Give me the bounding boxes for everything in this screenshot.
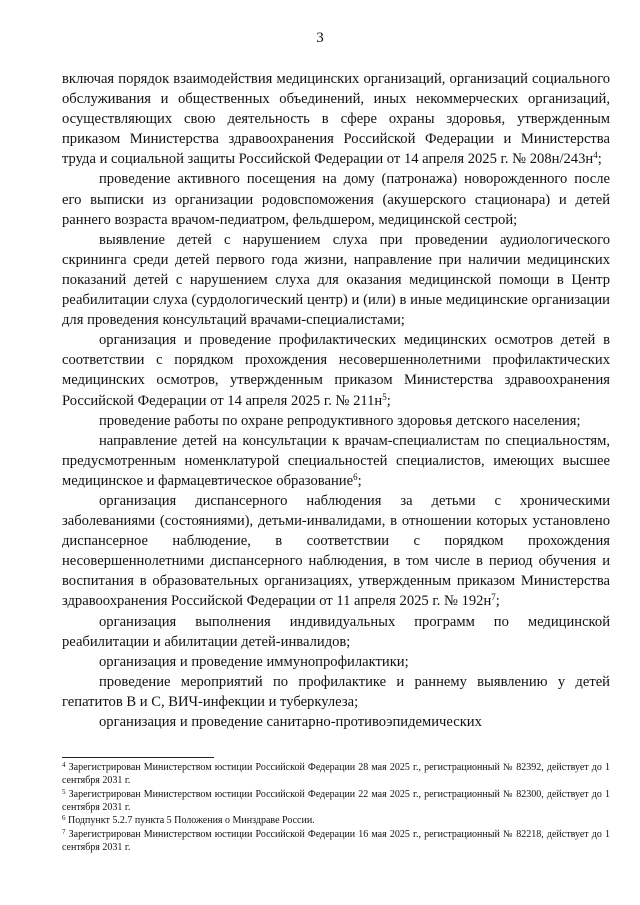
footnote bbox=[62, 761, 610, 787]
paragraph: организация и проведение иммунопрофилактики; bbox=[99, 653, 409, 670]
footnote-text: Подпункт 5.2.7 пункта 5 Положения о Минздраве России. bbox=[68, 815, 315, 827]
paragraph: организация и проведение санитарно-противоэпидемических bbox=[99, 714, 482, 730]
footnote-number: 6 bbox=[62, 814, 66, 823]
paragraph-text: включая порядок взаимодействия медицинских организаций, организаций социального обслуживания и общественных объединений, иных некоммерческих организаций, осуществляющих свою деятельность в сфере охраны здоровья, утвержденным приказом Министерства здравоохранения Российской Федерации и Министерства труда и социальной защиты Российской Федерации от 14 апреля 2025 г. № 208н/243н bbox=[62, 71, 610, 168]
paragraph: проведение мероприятий по профилактике и раннему выявлению у детей гепатитов В и С, ВИЧ-инфекции и туберкулеза; bbox=[62, 673, 610, 710]
paragraph-text: организация диспансерного наблюдения за детьми с хроническими заболеваниями (состояниями), детьми-инвалидами, в отношении которых установлено диспансерное наблюдение, в соответствии с порядком прохождения несовершеннолетними диспансерного наблюдения, в том числе в период обучения и воспитания в образовательных организациях, утвержденным приказом Министерства здравоохранения Российской Федерации от 11 апреля 2025 г. № 192н bbox=[62, 492, 610, 610]
footnote-ref: 7 bbox=[491, 592, 496, 603]
footnote bbox=[62, 814, 610, 827]
footnote bbox=[62, 788, 610, 814]
paragraph-text: организация и проведение профилактических медицинских осмотров детей в соответствии с порядком прохождения несовершеннолетними профилактических медицинских осмотров, утвержденным приказом Министерства здравоохранения Российской Федерации от 14 апреля 2025 г. № 211н bbox=[62, 332, 610, 409]
punctuation: ; bbox=[357, 472, 362, 489]
punctuation: ; bbox=[386, 392, 391, 409]
footnote-divider bbox=[62, 757, 214, 758]
footnote-text: Зарегистрирован Министерством юстиции Российской Федерации 28 мая 2025 г., регистрационный № 82392, действует до 1 сентября 2031 г. bbox=[62, 762, 611, 787]
footnote-text: Зарегистрирован Министерством юстиции Российской Федерации 16 мая 2025 г., регистрационный № 82218, действует до 1 сентября 2031 г. bbox=[62, 828, 611, 854]
paragraph: проведение работы по охране репродуктивного здоровья детского населения; bbox=[99, 412, 581, 429]
paragraph: выявление детей с нарушением слуха при проведении аудиологического скрининга среди детей первого года жизни, направление при наличии медицинских показаний детей с нарушением слуха для оказания медицинской помощи в Центр реабилитации слуха (сурдологический центр) и (или) в иные медицинские организации для проведения консультаций врачами-специалистами; bbox=[62, 231, 610, 329]
document-body bbox=[62, 69, 610, 732]
footnote-number: 5 bbox=[62, 787, 66, 796]
paragraph bbox=[62, 69, 610, 169]
footnote-ref: 5 bbox=[382, 391, 387, 402]
punctuation: ; bbox=[597, 151, 602, 168]
footnote-text: Зарегистрирован Министерством юстиции Российской Федерации 22 мая 2025 г., регистрационный № 82300, действует до 1 сентября 2031 г. bbox=[62, 788, 611, 813]
paragraph bbox=[62, 330, 610, 410]
footnotes bbox=[62, 761, 610, 855]
paragraph: проведение активного посещения на дому (патронажа) новорожденного после его выписки из организации родовспоможения (акушерского стационара) и детей раннего возраста врачом-педиатром, фельдшером, медицинской сестрой; bbox=[62, 171, 610, 228]
footnote-ref: 4 bbox=[593, 150, 598, 161]
paragraph-text: направление детей на консультации к врачам-специалистам по специальностям, предусмотренным номенклатурой специальностей специалистов, имеющих высшее медицинское и фармацевтическое образование bbox=[62, 432, 610, 489]
paragraph bbox=[62, 491, 610, 612]
page-number: 3 bbox=[316, 30, 324, 46]
paragraph: организация выполнения индивидуальных программ по медицинской реабилитации и абилитации детей-инвалидов; bbox=[62, 613, 610, 650]
punctuation: ; bbox=[495, 593, 500, 610]
footnote bbox=[62, 828, 610, 854]
footnote-ref: 6 bbox=[353, 471, 358, 482]
footnote-number: 4 bbox=[62, 761, 66, 769]
footnote-number: 7 bbox=[62, 827, 66, 836]
paragraph bbox=[62, 431, 610, 491]
